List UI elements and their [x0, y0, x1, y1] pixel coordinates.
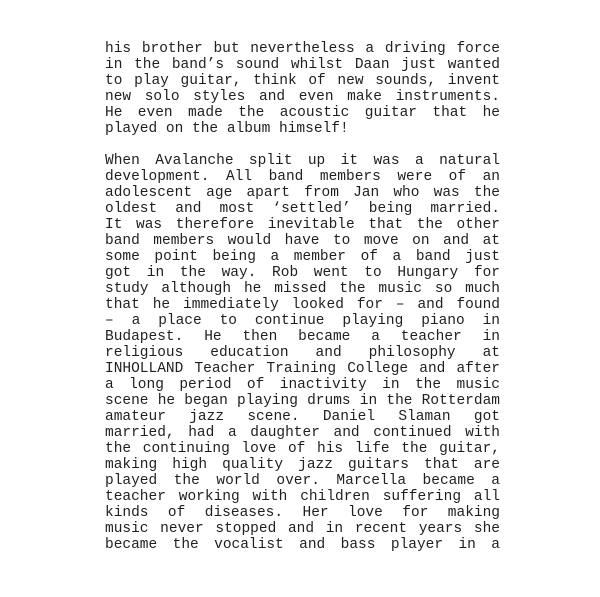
text-line: music never stopped and in recent years she — [105, 521, 500, 537]
text-line: amateur jazz scene. Daniel Slaman got — [105, 409, 500, 425]
text-line: played on the album himself! — [105, 121, 349, 137]
text-line: his brother but nevertheless a driving force — [105, 41, 500, 57]
text-line: teacher working with children suffering all — [105, 489, 500, 505]
text-line: band members would have to move on and at — [105, 233, 500, 249]
text-line: making high quality jazz guitars that are — [105, 457, 500, 473]
text-line: played the world over. Marcella became a — [105, 473, 500, 489]
paragraph — [105, 41, 500, 137]
text-line: INHOLLAND Teacher Training College and after — [105, 361, 500, 377]
text-line: a long period of inactivity in the music — [105, 377, 500, 393]
text-line: religious education and philosophy at — [105, 345, 500, 361]
text-line: became the vocalist and bass player in a — [105, 537, 500, 553]
text-line: development. All band members were of an — [105, 169, 500, 185]
text-line: When Avalanche split up it was a natural — [105, 153, 500, 169]
text-line: adolescent age apart from Jan who was the — [105, 185, 500, 201]
text-line: study although he missed the music so much — [105, 281, 500, 297]
text-line: He even made the acoustic guitar that he — [105, 105, 500, 121]
text-line: scene he began playing drums in the Rotterdam — [105, 393, 500, 409]
text-line: It was therefore inevitable that the other — [105, 217, 500, 233]
text-line: new solo styles and even make instruments. — [105, 89, 500, 105]
text-line: – a place to continue playing piano in — [105, 313, 500, 329]
text-line: kinds of diseases. Her love for making — [105, 505, 500, 521]
text-line: Budapest. He then became a teacher in — [105, 329, 500, 345]
text-line: got in the way. Rob went to Hungary for — [105, 265, 500, 281]
text-line: to play guitar, think of new sounds, invent — [105, 73, 500, 89]
paragraph — [105, 153, 500, 553]
text-line: oldest and most ‘settled’ being married. — [105, 201, 500, 217]
text-line: in the band’s sound whilst Daan just wanted — [105, 57, 500, 73]
text-line: married, had a daughter and continued with — [105, 425, 500, 441]
text-line: that he immediately looked for – and found — [105, 297, 500, 313]
text-line: some point being a member of a band just — [105, 249, 500, 265]
text-line: the continuing love of his life the guitar, — [105, 441, 500, 457]
document-page — [105, 41, 500, 569]
